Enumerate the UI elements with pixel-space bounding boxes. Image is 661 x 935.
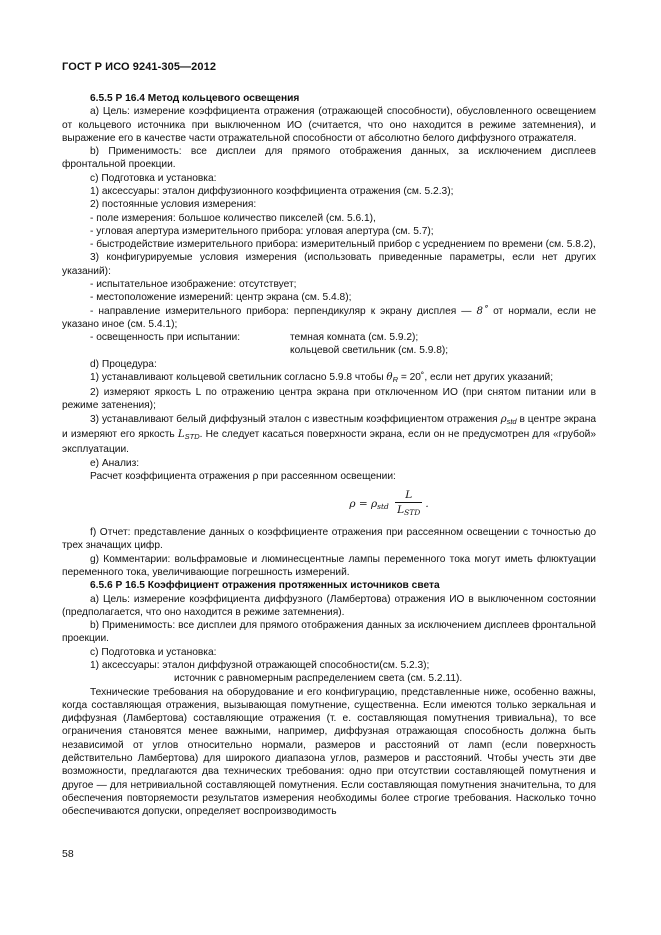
math-subscript: std xyxy=(506,416,517,426)
formula-denominator xyxy=(395,503,422,520)
formula-den-symbol: L xyxy=(397,504,405,517)
angle-value: 8˚ xyxy=(476,305,489,317)
math-subscript: STD xyxy=(184,432,200,442)
formula-numerator: L xyxy=(395,488,422,503)
list-item xyxy=(62,305,596,332)
paragraph: с) Подготовка и установка: xyxy=(90,172,217,184)
paragraph: 1) аксессуары: эталон диффузионного коэффициента отражения (см. 5.2.3); xyxy=(90,185,454,197)
page-number: 58 xyxy=(62,848,74,860)
math-symbol: L xyxy=(177,429,185,441)
paragraph: Расчет коэффициента отражения ρ при рассеянном освещении: xyxy=(90,470,396,482)
paragraph: 3) конфигурируемые условия измерения (использовать приведенные параметры, если нет других указаний): xyxy=(62,252,596,277)
paragraph: 2) измеряют яркость L по отражению центра экрана при отключенном ИО (при снятом питании или в режиме затенения); xyxy=(62,387,596,412)
math-symbol: θ xyxy=(386,371,393,383)
paragraph: d) Процедура: xyxy=(90,358,157,370)
text-fragment: - направление измерительного прибора: перпендикуляр к экрану дисплея — xyxy=(90,305,477,317)
document-header: ГОСТ Р ИСО 9241-305—2012 xyxy=(62,61,217,73)
paragraph: с) Подготовка и установка: xyxy=(90,646,217,658)
list-item: - угловая апертура измерительного прибора: угловая апертура (см. 5.7); xyxy=(90,225,434,237)
formula-subscript: std xyxy=(377,502,389,512)
list-item: - быстродействие измерительного прибора: измерительный прибор с усреднением по времени (см. 5.8.2), xyxy=(90,239,596,251)
list-value: кольцевой светильник (см. 5.9.8); xyxy=(290,345,449,357)
list-value: темная комната (см. 5.9.2); xyxy=(290,332,419,344)
list-item: - местоположение измерений: центр экрана (см. 5.4.8); xyxy=(90,292,352,304)
text-fragment: от нормали, если не указано иное (см. 5.4.1); xyxy=(62,305,596,330)
math-subscript: R xyxy=(392,374,398,384)
list-item: - поле измерения: большое количество пикселей (см. 5.6.1), xyxy=(90,212,376,224)
reflectance-formula xyxy=(62,488,596,520)
text-fragment: в центре экрана и измеряют его яркость xyxy=(62,413,596,441)
page-content xyxy=(62,92,596,818)
paragraph: g) Комментарии: вольфрамовые и люминесцентные лампы переменного тока могут иметь флюктуации переменного тока, увеличивающие погрешность измерений. xyxy=(62,553,596,578)
math-symbol: ρ xyxy=(500,413,507,425)
paragraph: f) Отчет: представление данных о коэффициенте отражения при рассеянном освещении с точностью до трех значащих цифр. xyxy=(62,527,596,552)
list-item xyxy=(62,344,596,357)
list-item xyxy=(62,331,596,344)
text-fragment: = 20˚, если нет других указаний; xyxy=(397,371,554,383)
paragraph: 1) аксессуары: эталон диффузной отражающей способности(см. 5.2.3); xyxy=(90,659,430,671)
paragraph: b) Применимость: все дисплеи для прямого отображения данных, за исключением дисплеев фронтальной проекции. xyxy=(62,146,596,171)
paragraph: источник с равномерным распределением света (см. 5.2.11). xyxy=(174,673,463,685)
paragraph xyxy=(62,371,596,386)
section-title: 6.5.5 Р 16.4 Метод кольцевого освещения xyxy=(90,93,300,104)
formula-lhs: ρ = ρ xyxy=(349,498,378,511)
formula-fraction xyxy=(395,488,422,520)
text-fragment: . Не следует касаться поверхности экрана, если он не предусмотрен для «грубой» эксплуатации. xyxy=(62,429,596,456)
paragraph: а) Цель: измерение коэффициента отражения (отражающей способности), обусловленного освещением от кольцевого источника при выключенном ИО (считается, что оно находится в режиме затемнения), и выражение его в качестве части отражательной способности от абсолютно белого диффузного отражателя. xyxy=(62,106,596,144)
list-label: - освещенность при испытании: xyxy=(90,332,241,344)
text-fragment: 3) устанавливают белый диффузный эталон с известным коэффициентом отражения xyxy=(90,413,501,425)
formula-den-subscript: STD xyxy=(404,508,421,518)
paragraph xyxy=(62,413,596,457)
paragraph: 2) постоянные условия измерения: xyxy=(90,199,257,211)
text-fragment: 1) устанавливают кольцевой светильник согласно 5.9.8 чтобы xyxy=(90,371,387,383)
paragraph: е) Анализ: xyxy=(90,457,140,469)
paragraph: Технические требования на оборудование и его конфигурацию, представленные ниже, особенно важны, когда составляющая отражения, вызывающая помутнение, существенна. Если имеются только зеркальная и диффузная (Ламбертова) составляющие отражения (т. е. составляющая помутнения тривиальна), то все ограничения становятся менее важными, например, диффузная отражающая способность должна быть независимой от углов относительно нормали, размеров и расстояний от ламп (если поверхность действительно Ламбертова) для широкого диапазона углов, размеров и расстояний. Чтобы учесть эти две возможности, предлагаются два технических требования: одно при отсутствии составляющей помутнения и другое — для нетривиальной составляющей помутнения. Если составляющая помутнения значительна, то для обеспечения повторяемости результатов измерения необходимы более строгие требования. Насколько точно обеспечиваются допуски, определяет воспроизводимость xyxy=(62,686,596,818)
paragraph: а) Цель: измерение коэффициента диффузного (Ламбертова) отражения ИО в выключенном состоянии (предполагается, что оно находится в режиме затемнения). xyxy=(62,593,596,618)
paragraph: b) Применимость: все дисплеи для прямого отображения данных за исключением дисплеев фронтальной проекции. xyxy=(62,620,596,645)
section-title: 6.5.6 Р 16.5 Коэффициент отражения протяженных источников света xyxy=(90,580,440,592)
formula-end: . xyxy=(425,498,429,511)
list-item: - испытательное изображение: отсутствует; xyxy=(90,278,297,290)
